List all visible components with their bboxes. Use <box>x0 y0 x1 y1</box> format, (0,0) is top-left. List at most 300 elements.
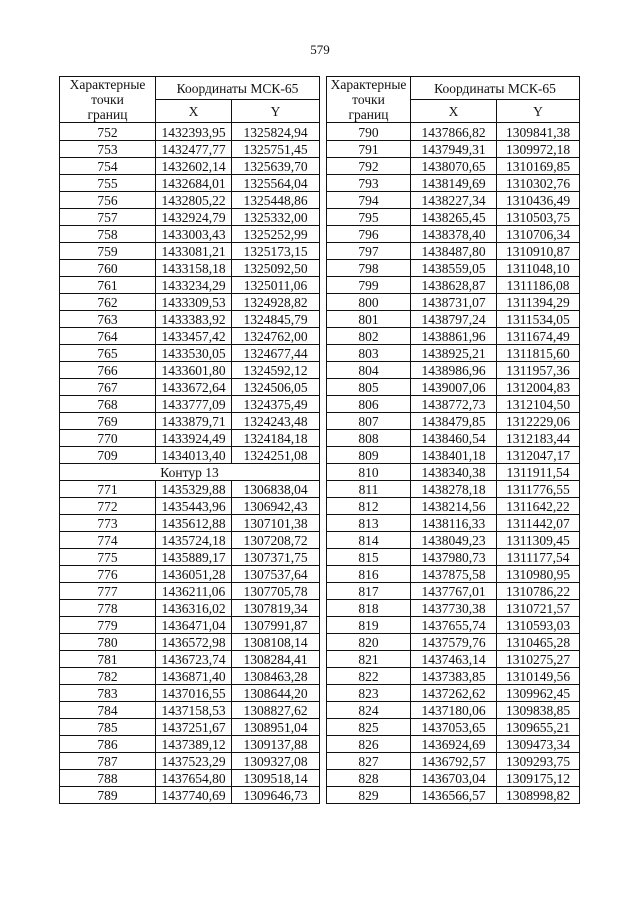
point-number-cell: 767 <box>60 379 156 396</box>
column-gap <box>320 294 327 311</box>
table-row <box>60 770 580 787</box>
x-coordinate-cell: 1432805,22 <box>156 192 232 209</box>
x-coordinate-cell: 1438487,80 <box>411 243 497 260</box>
table-row <box>60 464 580 481</box>
header-points-line: границ <box>87 107 128 122</box>
table-row <box>60 447 580 464</box>
y-coordinate-cell: 1324762,00 <box>232 328 320 345</box>
header-points-left <box>60 77 156 123</box>
header-points-line: Характерные <box>69 77 146 92</box>
y-coordinate-cell: 1324592,12 <box>232 362 320 379</box>
y-coordinate-cell: 1311911,54 <box>497 464 580 481</box>
x-coordinate-cell: 1433457,42 <box>156 328 232 345</box>
x-coordinate-cell: 1435443,96 <box>156 498 232 515</box>
y-coordinate-cell: 1309137,88 <box>232 736 320 753</box>
y-coordinate-cell: 1309518,14 <box>232 770 320 787</box>
x-coordinate-cell: 1437180,06 <box>411 702 497 719</box>
point-number-cell: 826 <box>327 736 411 753</box>
column-gap <box>320 260 327 277</box>
table-row <box>60 753 580 770</box>
x-coordinate-cell: 1437389,12 <box>156 736 232 753</box>
column-gap <box>320 736 327 753</box>
column-gap <box>320 753 327 770</box>
point-number-cell: 757 <box>60 209 156 226</box>
y-coordinate-cell: 1311815,60 <box>497 345 580 362</box>
x-coordinate-cell: 1433081,21 <box>156 243 232 260</box>
y-coordinate-cell: 1308998,82 <box>497 787 580 804</box>
point-number-cell: 824 <box>327 702 411 719</box>
x-coordinate-cell: 1435724,18 <box>156 532 232 549</box>
point-number-cell: 796 <box>327 226 411 243</box>
table-row <box>60 532 580 549</box>
y-coordinate-cell: 1311957,36 <box>497 362 580 379</box>
table-row <box>60 668 580 685</box>
y-coordinate-cell: 1325092,50 <box>232 260 320 277</box>
x-coordinate-cell: 1437251,67 <box>156 719 232 736</box>
y-coordinate-cell: 1309972,18 <box>497 141 580 158</box>
column-gap <box>320 77 327 123</box>
x-coordinate-cell: 1437262,62 <box>411 685 497 702</box>
x-coordinate-cell: 1438731,07 <box>411 294 497 311</box>
x-coordinate-cell: 1438628,87 <box>411 277 497 294</box>
y-coordinate-cell: 1312047,17 <box>497 447 580 464</box>
point-number-cell: 820 <box>327 634 411 651</box>
point-number-cell: 802 <box>327 328 411 345</box>
table-row <box>60 702 580 719</box>
point-number-cell: 778 <box>60 600 156 617</box>
table-body <box>60 123 580 804</box>
x-coordinate-cell: 1437383,85 <box>411 668 497 685</box>
x-coordinate-cell: 1438986,96 <box>411 362 497 379</box>
x-coordinate-cell: 1436471,04 <box>156 617 232 634</box>
x-coordinate-cell: 1438479,85 <box>411 413 497 430</box>
point-number-cell: 758 <box>60 226 156 243</box>
y-coordinate-cell: 1308108,14 <box>232 634 320 651</box>
column-gap <box>320 311 327 328</box>
coordinates-table <box>59 76 580 804</box>
x-coordinate-cell: 1438214,56 <box>411 498 497 515</box>
x-coordinate-cell: 1433234,29 <box>156 277 232 294</box>
x-coordinate-cell: 1436572,98 <box>156 634 232 651</box>
point-number-cell: 818 <box>327 600 411 617</box>
point-number-cell: 769 <box>60 413 156 430</box>
y-coordinate-cell: 1311776,55 <box>497 481 580 498</box>
table-row <box>60 600 580 617</box>
column-gap <box>320 413 327 430</box>
table-row <box>60 277 580 294</box>
x-coordinate-cell: 1433879,71 <box>156 413 232 430</box>
table-row <box>60 617 580 634</box>
point-number-cell: 813 <box>327 515 411 532</box>
point-number-cell: 787 <box>60 753 156 770</box>
x-coordinate-cell: 1432602,14 <box>156 158 232 175</box>
x-coordinate-cell: 1432477,77 <box>156 141 232 158</box>
point-number-cell: 784 <box>60 702 156 719</box>
column-gap <box>320 600 327 617</box>
x-coordinate-cell: 1438116,33 <box>411 515 497 532</box>
point-number-cell: 763 <box>60 311 156 328</box>
y-coordinate-cell: 1311674,49 <box>497 328 580 345</box>
y-coordinate-cell: 1324506,05 <box>232 379 320 396</box>
x-coordinate-cell: 1438227,34 <box>411 192 497 209</box>
point-number-cell: 808 <box>327 430 411 447</box>
header-points-line: точки <box>91 92 124 107</box>
y-coordinate-cell: 1312183,44 <box>497 430 580 447</box>
point-number-cell: 825 <box>327 719 411 736</box>
header-y-right: Y <box>497 100 580 123</box>
x-coordinate-cell: 1438070,65 <box>411 158 497 175</box>
point-number-cell: 794 <box>327 192 411 209</box>
point-number-cell: 762 <box>60 294 156 311</box>
y-coordinate-cell: 1308951,04 <box>232 719 320 736</box>
x-coordinate-cell: 1435612,88 <box>156 515 232 532</box>
point-number-cell: 823 <box>327 685 411 702</box>
y-coordinate-cell: 1324184,18 <box>232 430 320 447</box>
point-number-cell: 805 <box>327 379 411 396</box>
point-number-cell: 799 <box>327 277 411 294</box>
point-number-cell: 827 <box>327 753 411 770</box>
table-row <box>60 634 580 651</box>
x-coordinate-cell: 1437949,31 <box>411 141 497 158</box>
y-coordinate-cell: 1309655,21 <box>497 719 580 736</box>
column-gap <box>320 617 327 634</box>
point-number-cell: 775 <box>60 549 156 566</box>
x-coordinate-cell: 1436703,04 <box>411 770 497 787</box>
y-coordinate-cell: 1325751,45 <box>232 141 320 158</box>
table-row <box>60 175 580 192</box>
y-coordinate-cell: 1307819,34 <box>232 600 320 617</box>
point-number-cell: 801 <box>327 311 411 328</box>
point-number-cell: 783 <box>60 685 156 702</box>
column-gap <box>320 566 327 583</box>
x-coordinate-cell: 1433777,09 <box>156 396 232 413</box>
column-gap <box>320 447 327 464</box>
x-coordinate-cell: 1437053,65 <box>411 719 497 736</box>
point-number-cell: 756 <box>60 192 156 209</box>
x-coordinate-cell: 1436924,69 <box>411 736 497 753</box>
x-coordinate-cell: 1438460,54 <box>411 430 497 447</box>
y-coordinate-cell: 1311186,08 <box>497 277 580 294</box>
point-number-cell: 759 <box>60 243 156 260</box>
point-number-cell: 761 <box>60 277 156 294</box>
header-x-left: X <box>156 100 232 123</box>
point-number-cell: 807 <box>327 413 411 430</box>
y-coordinate-cell: 1325252,99 <box>232 226 320 243</box>
point-number-cell: 777 <box>60 583 156 600</box>
point-number-cell: 785 <box>60 719 156 736</box>
column-gap <box>320 123 327 141</box>
y-coordinate-cell: 1307991,87 <box>232 617 320 634</box>
y-coordinate-cell: 1308644,20 <box>232 685 320 702</box>
table-row <box>60 566 580 583</box>
column-gap <box>320 192 327 209</box>
x-coordinate-cell: 1437016,55 <box>156 685 232 702</box>
x-coordinate-cell: 1438861,96 <box>411 328 497 345</box>
x-coordinate-cell: 1438340,38 <box>411 464 497 481</box>
table-row <box>60 396 580 413</box>
x-coordinate-cell: 1433672,64 <box>156 379 232 396</box>
point-number-cell: 804 <box>327 362 411 379</box>
y-coordinate-cell: 1309841,38 <box>497 123 580 141</box>
point-number-cell: 780 <box>60 634 156 651</box>
y-coordinate-cell: 1324251,08 <box>232 447 320 464</box>
y-coordinate-cell: 1311048,10 <box>497 260 580 277</box>
table-row <box>60 549 580 566</box>
table-row <box>60 362 580 379</box>
y-coordinate-cell: 1311177,54 <box>497 549 580 566</box>
y-coordinate-cell: 1325173,15 <box>232 243 320 260</box>
y-coordinate-cell: 1306942,43 <box>232 498 320 515</box>
y-coordinate-cell: 1310786,22 <box>497 583 580 600</box>
x-coordinate-cell: 1433003,43 <box>156 226 232 243</box>
column-gap <box>320 481 327 498</box>
y-coordinate-cell: 1325011,06 <box>232 277 320 294</box>
point-number-cell: 795 <box>327 209 411 226</box>
y-coordinate-cell: 1310149,56 <box>497 668 580 685</box>
point-number-cell: 760 <box>60 260 156 277</box>
y-coordinate-cell: 1309293,75 <box>497 753 580 770</box>
x-coordinate-cell: 1432924,79 <box>156 209 232 226</box>
y-coordinate-cell: 1309327,08 <box>232 753 320 770</box>
x-coordinate-cell: 1432393,95 <box>156 123 232 141</box>
table-row <box>60 141 580 158</box>
y-coordinate-cell: 1311309,45 <box>497 532 580 549</box>
y-coordinate-cell: 1324243,48 <box>232 413 320 430</box>
table-row <box>60 345 580 362</box>
point-number-cell: 800 <box>327 294 411 311</box>
y-coordinate-cell: 1324677,44 <box>232 345 320 362</box>
point-number-cell: 770 <box>60 430 156 447</box>
point-number-cell: 815 <box>327 549 411 566</box>
y-coordinate-cell: 1325564,04 <box>232 175 320 192</box>
point-number-cell: 752 <box>60 123 156 141</box>
y-coordinate-cell: 1307705,78 <box>232 583 320 600</box>
column-gap <box>320 634 327 651</box>
y-coordinate-cell: 1325332,00 <box>232 209 320 226</box>
y-coordinate-cell: 1307371,75 <box>232 549 320 566</box>
y-coordinate-cell: 1324375,49 <box>232 396 320 413</box>
y-coordinate-cell: 1308463,28 <box>232 668 320 685</box>
x-coordinate-cell: 1437875,58 <box>411 566 497 583</box>
x-coordinate-cell: 1432684,01 <box>156 175 232 192</box>
table-row <box>60 243 580 260</box>
y-coordinate-cell: 1310706,34 <box>497 226 580 243</box>
point-number-cell: 806 <box>327 396 411 413</box>
x-coordinate-cell: 1437654,80 <box>156 770 232 787</box>
x-coordinate-cell: 1437158,53 <box>156 702 232 719</box>
point-number-cell: 764 <box>60 328 156 345</box>
header-points-line: точки <box>352 92 385 107</box>
x-coordinate-cell: 1433924,49 <box>156 430 232 447</box>
y-coordinate-cell: 1309175,12 <box>497 770 580 787</box>
table-row <box>60 294 580 311</box>
y-coordinate-cell: 1311442,07 <box>497 515 580 532</box>
x-coordinate-cell: 1438278,18 <box>411 481 497 498</box>
y-coordinate-cell: 1310721,57 <box>497 600 580 617</box>
point-number-cell: 776 <box>60 566 156 583</box>
table-row <box>60 481 580 498</box>
point-number-cell: 753 <box>60 141 156 158</box>
table-row <box>60 311 580 328</box>
column-gap <box>320 668 327 685</box>
point-number-cell: 779 <box>60 617 156 634</box>
x-coordinate-cell: 1433383,92 <box>156 311 232 328</box>
point-number-cell: 789 <box>60 787 156 804</box>
point-number-cell: 817 <box>327 583 411 600</box>
header-points-line: Характерные <box>330 77 407 92</box>
column-gap <box>320 685 327 702</box>
x-coordinate-cell: 1439007,06 <box>411 379 497 396</box>
table-row <box>60 583 580 600</box>
column-gap <box>320 158 327 175</box>
column-gap <box>320 770 327 787</box>
table-row <box>60 787 580 804</box>
table-row <box>60 379 580 396</box>
column-gap <box>320 498 327 515</box>
column-gap <box>320 549 327 566</box>
x-coordinate-cell: 1438797,24 <box>411 311 497 328</box>
column-gap <box>320 651 327 668</box>
point-number-cell: 772 <box>60 498 156 515</box>
x-coordinate-cell: 1433530,05 <box>156 345 232 362</box>
point-number-cell: 755 <box>60 175 156 192</box>
x-coordinate-cell: 1436211,06 <box>156 583 232 600</box>
table-row <box>60 430 580 447</box>
x-coordinate-cell: 1438559,05 <box>411 260 497 277</box>
column-gap <box>320 396 327 413</box>
y-coordinate-cell: 1312104,50 <box>497 396 580 413</box>
point-number-cell: 822 <box>327 668 411 685</box>
column-gap <box>320 209 327 226</box>
column-gap <box>320 175 327 192</box>
table-row <box>60 226 580 243</box>
y-coordinate-cell: 1310503,75 <box>497 209 580 226</box>
x-coordinate-cell: 1437866,82 <box>411 123 497 141</box>
x-coordinate-cell: 1438149,69 <box>411 175 497 192</box>
y-coordinate-cell: 1310436,49 <box>497 192 580 209</box>
contour-label: Контур 13 <box>60 464 320 481</box>
point-number-cell: 828 <box>327 770 411 787</box>
point-number-cell: 798 <box>327 260 411 277</box>
point-number-cell: 790 <box>327 123 411 141</box>
x-coordinate-cell: 1436316,02 <box>156 600 232 617</box>
y-coordinate-cell: 1311642,22 <box>497 498 580 515</box>
point-number-cell: 792 <box>327 158 411 175</box>
header-points-line: границ <box>348 107 389 122</box>
point-number-cell: 786 <box>60 736 156 753</box>
column-gap <box>320 532 327 549</box>
point-number-cell: 809 <box>327 447 411 464</box>
table-row <box>60 192 580 209</box>
table-row <box>60 328 580 345</box>
y-coordinate-cell: 1324845,79 <box>232 311 320 328</box>
x-coordinate-cell: 1438401,18 <box>411 447 497 464</box>
point-number-cell: 773 <box>60 515 156 532</box>
y-coordinate-cell: 1312004,83 <box>497 379 580 396</box>
point-number-cell: 829 <box>327 787 411 804</box>
column-gap <box>320 430 327 447</box>
header-x-right: X <box>411 100 497 123</box>
column-gap <box>320 515 327 532</box>
column-gap <box>320 362 327 379</box>
x-coordinate-cell: 1436723,74 <box>156 651 232 668</box>
table-row <box>60 651 580 668</box>
y-coordinate-cell: 1310980,95 <box>497 566 580 583</box>
x-coordinate-cell: 1433309,53 <box>156 294 232 311</box>
y-coordinate-cell: 1310302,76 <box>497 175 580 192</box>
y-coordinate-cell: 1324928,82 <box>232 294 320 311</box>
y-coordinate-cell: 1311534,05 <box>497 311 580 328</box>
x-coordinate-cell: 1437740,69 <box>156 787 232 804</box>
y-coordinate-cell: 1310465,28 <box>497 634 580 651</box>
y-coordinate-cell: 1309962,45 <box>497 685 580 702</box>
x-coordinate-cell: 1435889,17 <box>156 549 232 566</box>
column-gap <box>320 787 327 804</box>
column-gap <box>320 702 327 719</box>
point-number-cell: 810 <box>327 464 411 481</box>
x-coordinate-cell: 1437523,29 <box>156 753 232 770</box>
column-gap <box>320 464 327 481</box>
y-coordinate-cell: 1325639,70 <box>232 158 320 175</box>
point-number-cell: 781 <box>60 651 156 668</box>
y-coordinate-cell: 1309473,34 <box>497 736 580 753</box>
x-coordinate-cell: 1438378,40 <box>411 226 497 243</box>
y-coordinate-cell: 1309838,85 <box>497 702 580 719</box>
x-coordinate-cell: 1438772,73 <box>411 396 497 413</box>
point-number-cell: 782 <box>60 668 156 685</box>
point-number-cell: 821 <box>327 651 411 668</box>
point-number-cell: 803 <box>327 345 411 362</box>
header-coords-right: Координаты МСК-65 <box>411 77 580 100</box>
point-number-cell: 814 <box>327 532 411 549</box>
y-coordinate-cell: 1307208,72 <box>232 532 320 549</box>
x-coordinate-cell: 1437579,76 <box>411 634 497 651</box>
x-coordinate-cell: 1433158,18 <box>156 260 232 277</box>
point-number-cell: 771 <box>60 481 156 498</box>
column-gap <box>320 583 327 600</box>
point-number-cell: 709 <box>60 447 156 464</box>
point-number-cell: 797 <box>327 243 411 260</box>
y-coordinate-cell: 1307537,64 <box>232 566 320 583</box>
y-coordinate-cell: 1308827,62 <box>232 702 320 719</box>
column-gap <box>320 277 327 294</box>
point-number-cell: 791 <box>327 141 411 158</box>
x-coordinate-cell: 1437655,74 <box>411 617 497 634</box>
x-coordinate-cell: 1436871,40 <box>156 668 232 685</box>
column-gap <box>320 719 327 736</box>
x-coordinate-cell: 1438265,45 <box>411 209 497 226</box>
x-coordinate-cell: 1436051,28 <box>156 566 232 583</box>
x-coordinate-cell: 1438049,23 <box>411 532 497 549</box>
point-number-cell: 816 <box>327 566 411 583</box>
y-coordinate-cell: 1311394,29 <box>497 294 580 311</box>
point-number-cell: 812 <box>327 498 411 515</box>
point-number-cell: 765 <box>60 345 156 362</box>
point-number-cell: 754 <box>60 158 156 175</box>
x-coordinate-cell: 1437980,73 <box>411 549 497 566</box>
column-gap <box>320 141 327 158</box>
header-points-right <box>327 77 411 123</box>
table-row <box>60 260 580 277</box>
x-coordinate-cell: 1437463,14 <box>411 651 497 668</box>
point-number-cell: 768 <box>60 396 156 413</box>
table-header <box>60 77 580 123</box>
point-number-cell: 788 <box>60 770 156 787</box>
y-coordinate-cell: 1307101,38 <box>232 515 320 532</box>
y-coordinate-cell: 1312229,06 <box>497 413 580 430</box>
column-gap <box>320 379 327 396</box>
y-coordinate-cell: 1325448,86 <box>232 192 320 209</box>
